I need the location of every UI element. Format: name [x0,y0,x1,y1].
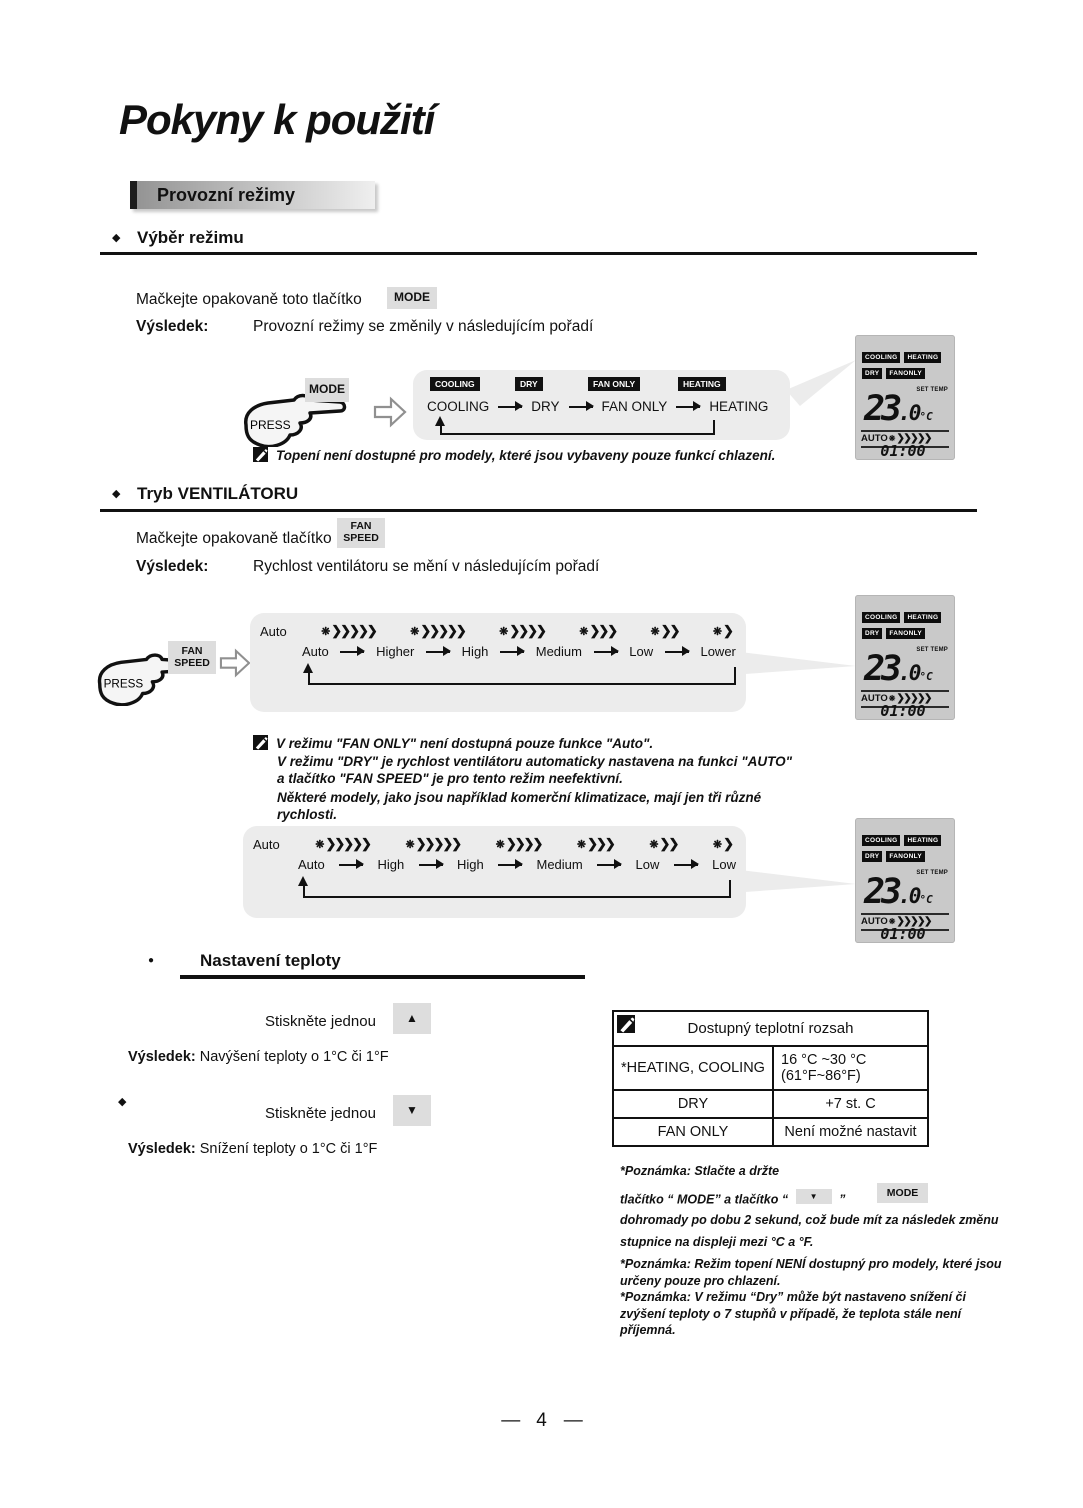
table-cell-mode: FAN ONLY [657,1124,729,1140]
fan-note-line: V režimu "FAN ONLY" není dostupná pouze funkce "Auto". [253,735,653,753]
fan-speed-indicator: ❋ ❯ [712,623,732,638]
footnote-line: *Poznámka: Stlačte a držte [620,1164,780,1178]
remote-display [855,818,955,943]
display-fanonly-label: FANONLY [886,851,925,862]
remote-display [855,595,955,720]
fan-note-line: a tlačítko "FAN SPEED" je pro tento režim neefektivní. [277,771,623,786]
display-cooling-label: COOLING [862,612,900,623]
temp-up-button [393,1003,431,1034]
press-once-up-label: Stiskněte jednou [265,1013,376,1030]
right-arrow-icon [676,406,700,408]
footnotes [620,1163,1010,1339]
mode-button-small: MODE [877,1183,929,1204]
page-title: Pokyny k použití [119,96,435,143]
mode-result-line [136,318,593,336]
fan-icon: ❋ [712,625,723,638]
temp-section-heading: Nastavení teploty [200,951,341,970]
diamond-bullet-icon: ◆ [112,232,121,244]
fan-speed-indicator: ❋ ❯ [712,836,732,851]
table-cell-mode: *HEATING, COOLING [621,1060,765,1076]
fan-icon: ❋ [576,838,587,851]
fan-icon: ❋ [405,838,415,851]
auto-prefix: Auto [253,836,280,852]
result-label: Výsledek: [136,558,209,575]
temp-down-button [393,1095,431,1126]
footnote-line: dohromady po dobu 2 sekund, což bude mít za následek změnu [620,1213,999,1227]
display-fanspeed-row: AUTO ❋ ❯❯❯❯❯ [861,913,949,931]
round-bullet-icon: ● [148,955,155,966]
fan-speed-indicator: ❋ ❯❯ [650,623,679,638]
right-arrow-icon [500,651,524,653]
fan-speed-indicator: ❋ ❯❯❯ [579,623,617,638]
fan-speed-indicator: ❋ ❯❯❯❯❯ [410,623,465,638]
heating-badge: HEATING [678,377,726,391]
fan-speed-indicator: ❋ ❯❯❯❯❯ [315,836,370,851]
display-dry-label: DRY [862,368,882,379]
display-fanonly-label: FANONLY [886,628,925,639]
fan-icon: ❋ [712,838,723,851]
fan-icon: ❋ [321,625,331,638]
callout-tail [784,352,858,410]
fan-icon: ❋ [579,625,589,638]
display-heating-label: HEATING [904,835,941,846]
fan-instruction: Mačkejte opakovaně tlačítko [136,530,332,547]
display-temperature: 23.0°C [864,649,933,689]
heading-rule [100,509,977,512]
pencil-note-icon [617,1015,635,1037]
auto-prefix: Auto [260,623,287,639]
right-arrow-icon [339,864,363,866]
display-time: 01:00 [880,702,926,720]
display-time: 01:00 [880,442,926,460]
right-arrow-icon [665,651,689,653]
right-arrow-icon [674,864,698,866]
loop-back-arrow [440,420,715,435]
speed-name: Low [629,644,654,659]
fan-sequence-bubble-2 [243,826,746,918]
speed-name: High [461,644,489,659]
speed-name: Low [635,857,660,872]
display-time: 01:00 [880,925,926,943]
speed-name: Auto [302,644,329,659]
display-dry-label: DRY [862,851,882,862]
dry-badge: DRY [515,377,543,391]
result-text: Provozní režimy se změnily v následujícím pořadí [253,318,594,335]
footnote-line: *Poznámka: V režimu “Dry” může být nastaveno snížení či [620,1290,966,1304]
block-arrow-icon [373,396,407,428]
down-triangle-icon: ▼ [406,1102,418,1117]
block-arrow-icon [219,648,251,678]
set-temp-label: SET TEMP [916,647,948,653]
callout-tail [740,858,858,900]
fan-speed-indicator: ❋ ❯❯❯ [576,836,614,851]
mode-item-fanonly: FAN ONLY [601,399,668,414]
display-cooling-label: COOLING [862,835,900,846]
table-header: Dostupný teplotní rozsah [614,1012,927,1045]
mode-note: Topení není dostupné pro modely, které jsou vybaveny pouze funkcí chlazení. [253,447,775,465]
fan-speed-indicator: ❋ ❯❯❯❯ [499,623,545,638]
fan-speed-button: FAN SPEED [337,518,385,548]
mode-item-heating: HEATING [709,399,769,414]
fan-arrows: ❯❯❯❯❯ [896,916,931,927]
fan-speed-indicator: ❋ ❯❯❯❯ [495,836,542,851]
up-triangle-icon: ▲ [406,1010,418,1025]
pencil-note-icon [253,735,268,753]
fan-icon: ❋ [315,838,325,851]
display-fanspeed-row: AUTO ❋ ❯❯❯❯❯ [861,430,949,448]
display-heating-label: HEATING [904,612,941,623]
result-label: Výsledek: [136,318,209,335]
table-cell-range: +7 st. C [772,1091,927,1117]
fan-note-line: V režimu "DRY" je rychlost ventilátoru automaticky nastavena na funkci "AUTO" [277,754,792,769]
mode-item-cooling: COOLING [427,399,490,414]
table-row [614,1089,927,1117]
footnote-line: stupnice na displeji mezi °C a °F. [620,1234,814,1249]
temp-up-result: Výsledek: Navýšení teploty o 1°C či 1°F [128,1049,389,1065]
temperature-range-table [612,1010,929,1147]
temp-down-result: Výsledek: Snížení teploty o 1°C či 1°F [128,1141,378,1157]
set-temp-label: SET TEMP [916,870,948,876]
cooling-badge: COOLING [430,377,480,391]
fan-arrows: ❯❯❯❯❯ [896,693,931,704]
fan-sequence-bubble-1 [250,613,746,712]
heading-rule [180,975,585,979]
speed-name: Auto [298,857,325,872]
down-triangle-icon: ▼ [809,1191,818,1201]
table-row [614,1117,927,1145]
fan-result-line [136,558,599,576]
right-arrow-icon [594,651,618,653]
right-arrow-icon [569,406,593,408]
speed-name: Low [712,857,736,872]
remote-display [855,335,955,460]
table-cell-mode: DRY [677,1096,709,1112]
speed-name: High [457,857,484,872]
loop-back-arrow [303,880,731,898]
speed-name: Higher [376,644,415,659]
table-cell-range: 16 °C ~30 °C (61°F~86°F) [772,1047,927,1089]
fan-speed-button-pressed: FAN SPEED [168,641,216,674]
section-badge [130,181,375,209]
set-temp-label: SET TEMP [916,387,948,393]
fan-note-line: Některé modely, jako jsou například komerční klimatizace, mají jen tři různé [277,790,762,805]
fanonly-badge: FAN ONLY [588,377,640,391]
right-arrow-icon [498,864,522,866]
loop-back-arrow [308,667,736,685]
display-heating-label: HEATING [904,352,941,363]
fan-icon: ❋ [410,625,420,638]
footnote-line: zvýšení teploty o 7 stupňů v případě, že teplota stále není [620,1306,962,1321]
fan-icon: ❋ [499,625,509,638]
callout-tail [740,640,858,682]
speed-name: High [377,857,405,872]
footnote-line: *Poznámka: Režim topení NENÍ dostupný pro modely, které jsou [620,1257,1002,1271]
temp-down-button-small [796,1189,832,1204]
page-number: — 4 — [501,1410,582,1431]
table-cell-range: Není možné nastavit [772,1119,927,1145]
speed-name: Medium [536,857,583,872]
fan-icon: ❋ [495,838,505,851]
fan-speed-indicator: ❋ ❯❯❯❯❯ [321,623,376,638]
fan-icon: ❋ [650,625,660,638]
right-arrow-icon [498,406,522,408]
right-arrow-icon [419,864,443,866]
mode-instruction: Mačkejte opakovaně toto tlačítko [136,291,362,308]
fan-arrows: ❯❯❯❯❯ [896,433,931,444]
result-text: Rychlost ventilátoru se mění v následujícím pořadí [253,558,600,575]
fan-icon: ❋ [888,917,896,926]
section-badge-label: Provozní režimy [157,184,296,205]
press-label: PRESS [250,418,291,432]
footnote-line: tlačítko “ MODE” a tlačítko “ ▼ ” MODE [620,1190,1010,1211]
fan-section-heading: Tryb VENTILÁTORU [137,484,299,503]
fan-icon: ❋ [649,838,659,851]
fan-icon: ❋ [888,434,896,443]
display-cooling-label: COOLING [862,352,900,363]
right-arrow-icon [340,651,364,653]
footnote-line: příjemná. [620,1323,676,1337]
mode-sequence-bubble [413,370,790,440]
display-fanonly-label: FANONLY [886,368,925,379]
mode-button-pressed: MODE [305,378,349,402]
fan-note-line: rychlosti. [277,807,338,822]
display-temperature: 23.0°C [864,872,933,912]
heading-rule [100,252,977,255]
display-dry-label: DRY [862,628,882,639]
speed-name: Medium [535,644,582,659]
diamond-bullet-icon: ◆ [118,1096,127,1108]
fan-speed-indicator: ❋ ❯❯ [649,836,678,851]
display-fanspeed-row: AUTO ❋ ❯❯❯❯❯ [861,690,949,708]
press-label: PRESS [103,677,144,691]
right-arrow-icon [426,651,450,653]
fan-speed-indicator: ❋ ❯❯❯❯❯ [405,836,461,851]
pencil-note-icon [253,447,268,465]
right-arrow-icon [597,864,621,866]
press-once-down-label: Stiskněte jednou [265,1105,376,1122]
speed-name: Lower [700,644,736,659]
mode-button: MODE [387,287,437,309]
mode-item-dry: DRY [531,399,560,414]
footnote-line: určeny pouze pro chlazení. [620,1273,781,1288]
diamond-bullet-icon: ◆ [112,488,121,500]
mode-section-heading: Výběr režimu [137,228,244,247]
fan-icon: ❋ [888,694,896,703]
display-temperature: 23.0°C [864,389,933,429]
table-row [614,1045,927,1089]
